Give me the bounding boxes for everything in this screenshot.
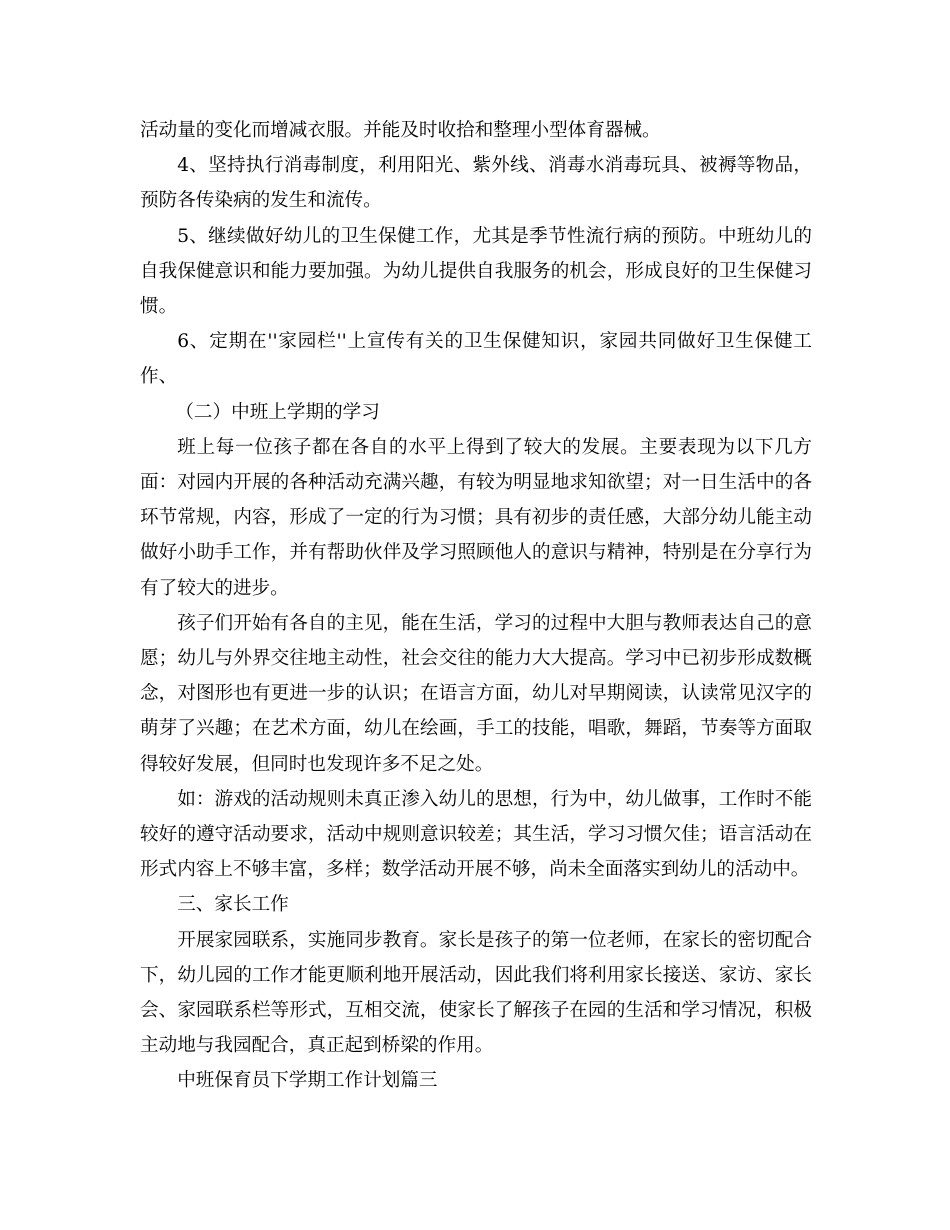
section-heading-learning: （二）中班上学期的学习 <box>175 401 380 423</box>
paragraph-disinfection: 4、坚持执行消毒制度，利用阳光、紫外线、消毒水消毒玩具、被褥等物品，预防各传染病的发生和流传。 <box>140 155 812 212</box>
paragraph-opinions: 孩子们开始有各自的主见，能在生活，学习的过程中大胆与教师表达自己的意愿；幼儿与外界交往地主动性，社会交往的能力大大提高。学习中已初步形成数概念，对图形也有更进一步的认识；在语言方面，幼儿对早期阅读，认读常见汉字的萌芽了兴趣；在艺术方面，幼儿在绘画，手工的技能，唱歌，舞蹈，节奏等方面取得较好发展，但同时也发现许多不足之处。 <box>140 612 812 775</box>
paragraph-home-school: 开展家园联系，实施同步教育。家长是孩子的第一位老师，在家长的密切配合下，幼儿园的工作才能更顺利地开展活动，因此我们将利用家长接送、家访、家长会、家园联系栏等形式，互相交流，使家长了解孩子在园的生活和学习情况，积极主动地与我园配合，真正起到桥梁的作用。 <box>140 929 812 1057</box>
paragraph-health-care: 5、继续做好幼儿的卫生保健工作，尤其是季节性流行病的预防。中班幼儿的自我保健意识和能力要加强。为幼儿提供自我服务的机会，形成良好的卫生保健习惯。 <box>140 225 812 318</box>
document-body <box>140 113 812 1099</box>
paragraph-family-board: 6、定期在''家园栏''上宣传有关的卫生保健知识，家园共同做好卫生保健工作、 <box>140 331 812 388</box>
paragraph-clothing-continuation: 活动量的变化而增减衣服。并能及时收拾和整理小型体育器械。 <box>140 120 661 141</box>
section-heading-parents: 三、家长工作 <box>177 894 289 916</box>
paragraph-development: 班上每一位孩子都在各自的水平上得到了较大的发展。主要表现为以下几方面：对园内开展的各种活动充满兴趣，有较为明显地求知欲望；对一日生活中的各环节常规，内容，形成了一定的行为习惯；具有初步的责任感，大部分幼儿能主动做好小助手工作，并有帮助伙伴及学习照顾他人的意识与精神，特别是在分享行为有了较大的进步。 <box>140 436 812 599</box>
section-heading-plan-three: 中班保育员下学期工作计划篇三 <box>177 1070 438 1092</box>
paragraph-shortcomings: 如：游戏的活动规则未真正渗入幼儿的思想，行为中，幼儿做事，工作时不能较好的遵守活动要求，活动中规则意识较差；其生活，学习习惯欠佳；语言活动在形式内容上不够丰富，多样；数学活动开展不够，尚未全面落实到幼儿的活动中。 <box>140 788 812 881</box>
